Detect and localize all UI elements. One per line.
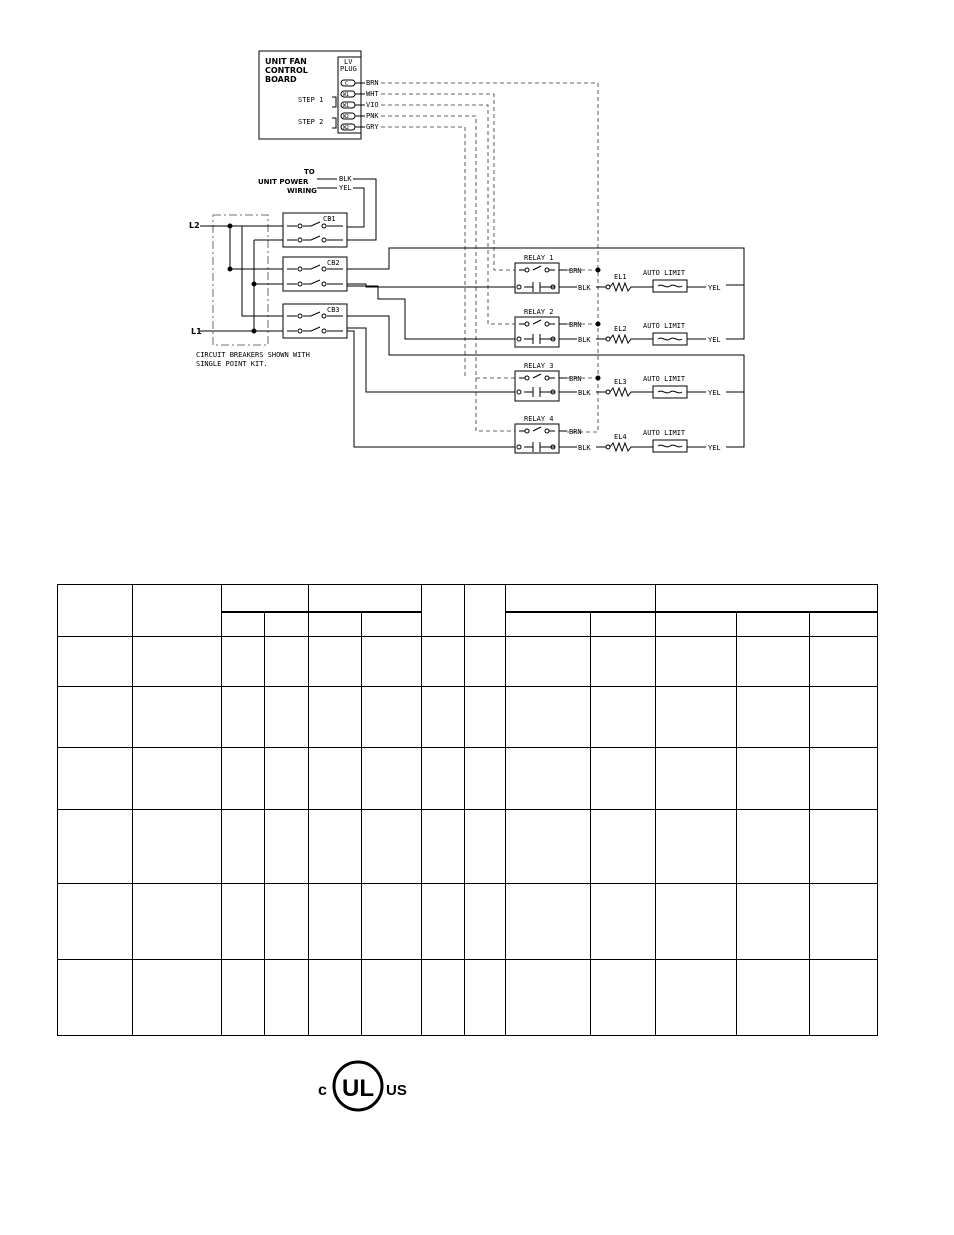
svg-text:YEL: YEL [708, 444, 721, 452]
table-row [58, 810, 878, 884]
ul-mark-ul: UL [342, 1075, 374, 1102]
svg-text:BRN: BRN [569, 321, 582, 329]
plug-label-1: LV [344, 58, 353, 66]
to-label-3: WIRING [287, 187, 317, 195]
control-wiring [381, 83, 598, 432]
breaker-cb1 [283, 213, 347, 247]
svg-text:YEL: YEL [708, 284, 721, 292]
single-point-kit-boundary [213, 215, 268, 345]
relay-2 [515, 308, 721, 347]
wire-label-vio: VIO [366, 101, 379, 109]
svg-text:BLK: BLK [578, 336, 591, 344]
subheader-cell [222, 612, 265, 637]
svg-text:CB1: CB1 [323, 215, 336, 223]
svg-text:BRN: BRN [569, 428, 582, 436]
subheader-cell [265, 612, 309, 637]
svg-text:BLK: BLK [578, 389, 591, 397]
svg-text:RELAY 2: RELAY 2 [524, 308, 554, 316]
ul-mark-us: US [386, 1082, 407, 1099]
svg-text:YEL: YEL [708, 389, 721, 397]
svg-text:AUTO LIMIT: AUTO LIMIT [643, 429, 686, 437]
wiring-diagram [0, 0, 954, 480]
svg-text:RELAY 3: RELAY 3 [524, 362, 554, 370]
header-group-cell [309, 585, 422, 612]
svg-text:RELAY 1: RELAY 1 [524, 254, 554, 262]
svg-text:AUTO LIMIT: AUTO LIMIT [643, 322, 686, 330]
plug-pin-w1b [341, 102, 355, 109]
supply-bus [200, 224, 283, 333]
plug-pin-w2a [341, 113, 355, 120]
subheader-cell [810, 612, 878, 637]
wire-label-pnk: PNK [366, 112, 379, 120]
wire-label-gry: GRY [366, 123, 379, 131]
header-cell [58, 585, 133, 637]
svg-text:CB3: CB3 [327, 306, 340, 314]
svg-text:W1: W1 [343, 103, 350, 109]
table-row [58, 884, 878, 960]
table-row [58, 687, 878, 748]
svg-text:BLK: BLK [578, 444, 591, 452]
power-input [258, 168, 376, 240]
to-label-1: TO [304, 168, 315, 176]
relay-3 [515, 362, 721, 401]
ul-mark-c: c [318, 1082, 327, 1099]
breaker-cb3 [283, 304, 347, 338]
board-title-1: UNIT FAN [265, 57, 307, 66]
table-row [58, 637, 878, 687]
breaker-note-2: SINGLE POINT KIT. [196, 360, 268, 368]
line-l1-label: L1 [191, 327, 202, 336]
header-cell [465, 585, 506, 637]
plug-pin-w1a [341, 91, 355, 98]
subheader-cell [737, 612, 810, 637]
table-row [58, 960, 878, 1036]
subheader-cell [362, 612, 422, 637]
svg-text:YEL: YEL [708, 336, 721, 344]
plug-pin-w2b [341, 124, 355, 131]
header-group-cell [222, 585, 309, 612]
svg-text:CB2: CB2 [327, 259, 340, 267]
svg-text:W2: W2 [343, 114, 350, 120]
relay-1 [515, 254, 721, 293]
plug-label-2: PLUG [340, 65, 357, 73]
ul-listing-mark [315, 1058, 415, 1114]
line-l2-label: L2 [189, 221, 200, 230]
fan-control-board [259, 51, 379, 139]
svg-text:EL1: EL1 [614, 273, 627, 281]
breaker-cb2 [283, 257, 347, 291]
breaker-note-1: CIRCUIT BREAKERS SHOWN WITH [196, 351, 310, 359]
plug-pin-c [341, 80, 355, 87]
header-group-cell [506, 585, 656, 612]
svg-text:AUTO LIMIT: AUTO LIMIT [643, 375, 686, 383]
relay-4 [515, 415, 721, 453]
yel-return-rail [726, 285, 744, 447]
header-cell [133, 585, 222, 637]
svg-text:BLK: BLK [578, 284, 591, 292]
header-group-cell [656, 585, 878, 612]
header-cell [422, 585, 465, 637]
table-header-row-1 [58, 585, 878, 612]
svg-text:AUTO LIMIT: AUTO LIMIT [643, 269, 686, 277]
subheader-cell [656, 612, 737, 637]
svg-text:RELAY 4: RELAY 4 [524, 415, 554, 423]
board-title-3: BOARD [265, 75, 297, 84]
wire-label-wht: WHT [366, 90, 379, 98]
svg-text:BRN: BRN [569, 267, 582, 275]
subheader-cell [506, 612, 591, 637]
svg-text:BRN: BRN [569, 375, 582, 383]
wire-label-brn: BRN [366, 79, 379, 87]
subheader-cell [591, 612, 656, 637]
svg-text:EL2: EL2 [614, 325, 627, 333]
svg-text:W1: W1 [343, 92, 350, 98]
svg-text:EL4: EL4 [614, 433, 627, 441]
svg-text:W2: W2 [343, 125, 350, 131]
svg-text:C: C [345, 81, 349, 87]
svg-text:EL3: EL3 [614, 378, 627, 386]
step1-label: STEP 1 [298, 96, 324, 104]
to-label-2: UNIT POWER [258, 178, 309, 186]
board-title-2: CONTROL [265, 66, 308, 75]
power-wire-blk: BLK [339, 175, 352, 183]
table-row [58, 748, 878, 810]
spec-table [57, 584, 878, 1036]
step2-label: STEP 2 [298, 118, 324, 126]
power-wire-yel: YEL [339, 184, 352, 192]
subheader-cell [309, 612, 362, 637]
